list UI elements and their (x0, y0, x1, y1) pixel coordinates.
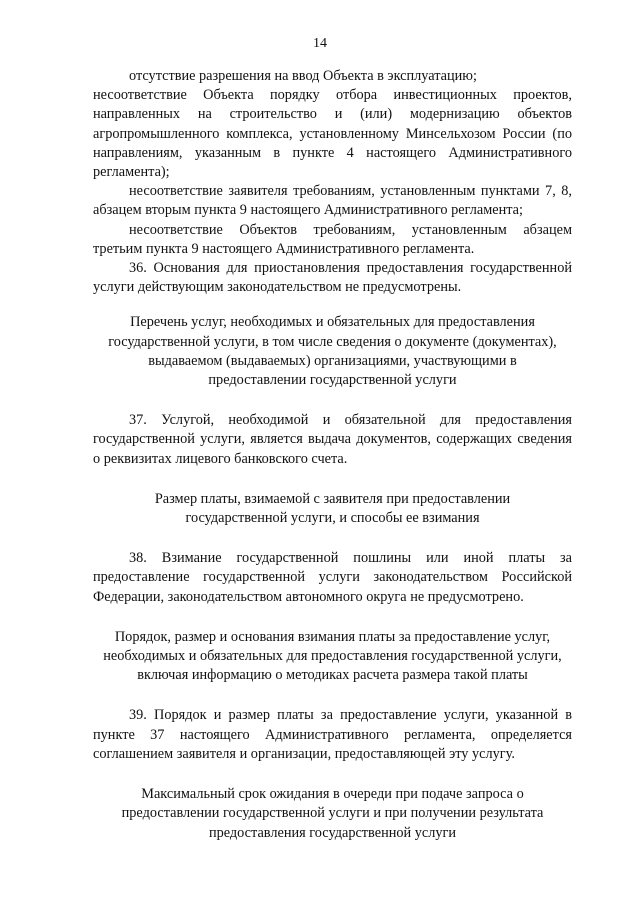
paragraph-no-permit: отсутствие разрешения на ввод Объекта в эксплуатацию; (129, 68, 477, 84)
paragraph-38: 38. Взимание государственной пошлины или иной платы за предоставление государственной услуги законодательством Российской Федерации, законодательством автономного округа не предусмотрено. (93, 550, 572, 605)
heading-fee-procedure: Порядок, размер и основания взимания платы за предоставление услуг, необходимых и обязательных для предоставления государственной услуги, включая информацию о методиках расчета размера такой платы (103, 628, 562, 684)
paragraph-object-mismatch: несоответствие Объекта порядку отбора инвестиционных проектов, направленных на строительство и (или) модернизацию объектов агропромышленного комплекса, установленному Минсельхозом России (по направлениям, указанным в пункте 4 настоящего Административного регламента); (93, 87, 572, 181)
paragraph-36: 36. Основания для приостановления предоставления государственной услуги действующим законодательством не предусмотрены. (93, 260, 572, 296)
heading-fee-size: Размер платы, взимаемой с заявителя при предоставлении государственной услуги, и способы ее взимания (154, 490, 511, 527)
paragraph-37: 37. Услугой, необходимой и обязательной для предоставления государственной услуги, является выдача документов, содержащих сведения о реквизитах лицевого банковского счета. (93, 412, 572, 467)
document-body (93, 67, 572, 843)
paragraph-39: 39. Порядок и размер платы за предоставление услуги, указанной в пункте 37 настоящего Административного регламента, определяется соглашением заявителя и организации, предоставляющей эту услугу. (93, 707, 572, 762)
page-number: 14 (313, 36, 327, 51)
heading-queue-time: Максимальный срок ожидания в очереди при подаче запроса о предоставлении государственной услуги и при получении результата предоставления государственной услуги (121, 786, 544, 841)
heading-required-services: Перечень услуг, необходимых и обязательных для предоставления государственной услуги, в том числе сведения о документе (документах), выдаваемом (выдаваемых) организациями, участвующими в предоставлении государственной услуги (108, 314, 557, 389)
paragraph-applicant-mismatch: несоответствие заявителя требованиям, установленным пунктами 7, 8, абзацем вторым пункта 9 настоящего Административного регламента; (93, 183, 572, 219)
paragraph-objects-mismatch: несоответствие Объектов требованиям, установленным абзацем третьим пункта 9 настоящего Административного регламента. (93, 221, 572, 257)
